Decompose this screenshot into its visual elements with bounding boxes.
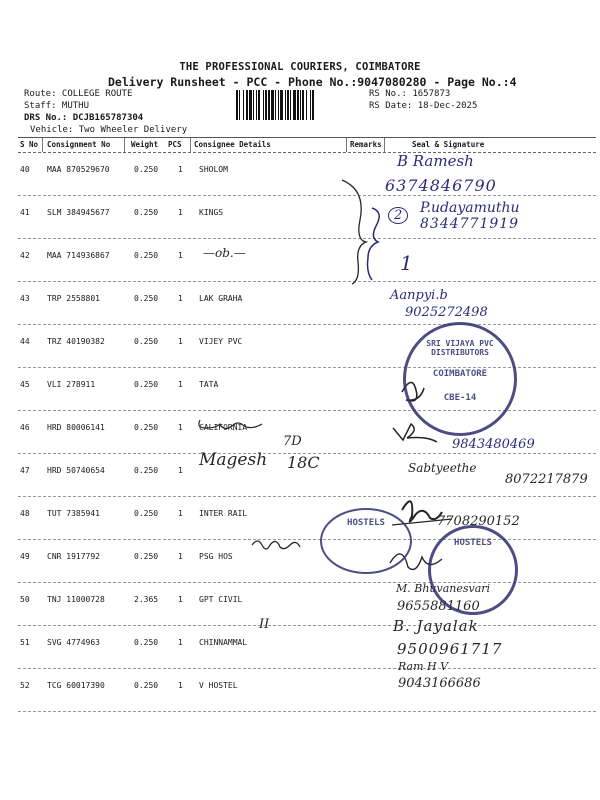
handwritten-phone: 6374846790 [385,176,497,195]
cell-consignee: GPT CIVIL [199,595,243,604]
cell-consignee: KINGS [199,208,224,217]
handwritten-name: B. Jayalak [393,617,479,635]
cell-sno: 40 [20,165,30,174]
cell-pcs: 1 [178,595,183,604]
handwritten-name: Aanpyi.b [390,288,448,303]
cell-sno: 48 [20,509,30,518]
cell-consignee: CALIFORNIA [199,423,248,432]
cell-consignee: CHINNAMMAL [199,638,248,647]
cell-consignment: HRD 50740654 [47,466,105,475]
cell-consignment: MAA 714936867 [47,251,110,260]
cell-consignment: TUT 7385941 [47,509,100,518]
cell-pcs: 1 [178,380,183,389]
cell-consignment: TCG 60017390 [47,681,105,690]
col-weight: Weight [131,140,159,149]
cell-weight: 2.365 [134,595,159,604]
handwritten-mark: 2 [388,207,408,224]
seal-text: HOSTELS [347,518,385,528]
col-consignment: Consignment No [47,140,111,149]
cell-pcs: 1 [178,509,183,518]
cell-weight: 0.250 [134,165,159,174]
company-seal [403,322,517,436]
col-seal: Seal & Signature [412,140,485,149]
cell-weight: 0.250 [134,509,159,518]
handwritten-room: 7D [283,434,302,449]
cell-consignment: MAA 870529670 [47,165,110,174]
handwritten-phone: 9500961717 [397,640,503,658]
handwritten-name: P.udayamuthu [420,200,520,216]
cell-consignee: PSG HOS [199,552,233,561]
cell-sno: 43 [20,294,30,303]
cell-weight: 0.250 [134,552,159,561]
cell-consignment: SVG 4774963 [47,638,100,647]
cell-sno: 51 [20,638,30,647]
cell-sno: 47 [20,466,30,475]
cell-weight: 0.250 [134,251,159,260]
hostel-seal [428,525,518,615]
drs-number: DRS No.: DCJB165787304 [24,113,144,123]
cell-consignment: SLM 384945677 [47,208,110,217]
handwritten-mark: II [259,617,270,632]
handwritten-name: Sabtyeethe [408,461,477,475]
cell-consignee: SHOLOM [199,165,228,174]
cell-consignment: VLI 278911 [47,380,96,389]
cell-consignee: VIJEY PVC [199,337,243,346]
handwritten-phone: 8072217879 [505,472,588,487]
handwritten-phone: 9655881160 [397,599,480,614]
cell-sno: 44 [20,337,30,346]
cell-weight: 0.250 [134,423,159,432]
cell-pcs: 1 [178,165,183,174]
company-title: THE PROFESSIONAL COURIERS, COIMBATORE [179,61,421,73]
seal-text: SRI VIJAYA PVC DISTRIBUTORS [426,339,494,357]
handwritten-phone: 9043166686 [398,676,481,691]
cell-sno: 46 [20,423,30,432]
rs-number: RS No.: 1657873 [369,89,451,99]
cell-consignee: V HOSTEL [199,681,238,690]
cell-consignment: TNJ 11000728 [47,595,105,604]
runsheet-subtitle: Delivery Runsheet - PCC - Phone No.:9047080280 - Page No.:4 [108,75,517,89]
handwritten-mark: 1 [400,251,413,275]
handwritten-name: B Ramesh [397,152,474,170]
cell-pcs: 1 [178,466,183,475]
cell-weight: 0.250 [134,337,159,346]
seal-code: CBE-14 [443,393,477,403]
cell-pcs: 1 [178,681,183,690]
cell-pcs: 1 [178,294,183,303]
cell-consignment: TRP 2558801 [47,294,100,303]
handwritten-room: 18C [287,453,320,472]
route-label: Route: COLLEGE ROUTE [24,89,133,99]
cell-pcs: 1 [178,423,183,432]
cell-pcs: 1 [178,638,183,647]
cell-consignment: HRD 80006141 [47,423,105,432]
cell-sno: 42 [20,251,30,260]
cell-weight: 0.250 [134,681,159,690]
cell-consignment: TRZ 40190382 [47,337,105,346]
handwritten-name: M. Bhuvanesvari [396,582,491,595]
seal-city: COIMBATORE [432,369,488,379]
cell-sno: 49 [20,552,30,561]
col-remarks: Remarks [350,140,382,149]
handwritten-phone: 7708290152 [437,514,520,529]
col-consignee: Consignee Details [194,140,271,149]
cell-weight: 0.250 [134,208,159,217]
handwritten-name: Magesh [199,450,268,470]
hostel-seal [320,508,412,574]
cell-pcs: 1 [178,552,183,561]
handwritten-mark: —ob.— [203,246,246,260]
handwritten-name: Ram H V [398,660,449,673]
cell-sno: 52 [20,681,30,690]
cell-weight: 0.250 [134,380,159,389]
handwritten-phone: 8344771919 [420,216,520,232]
handwritten-phone: 9843480469 [452,437,535,452]
cell-consignee: LAK GRAHA [199,294,243,303]
col-pcs: PCS [168,140,182,149]
cell-consignment: CNR 1917792 [47,552,100,561]
cell-sno: 41 [20,208,30,217]
cell-consignee: TATA [199,380,219,389]
cell-weight: 0.250 [134,638,159,647]
seal-text: HOSTELS [454,538,492,548]
cell-sno: 45 [20,380,30,389]
cell-pcs: 1 [178,251,183,260]
rs-date: RS Date: 18-Dec-2025 [369,101,478,111]
cell-consignee: INTER RAIL [199,509,248,518]
cell-weight: 0.250 [134,294,159,303]
cell-weight: 0.250 [134,466,159,475]
col-sno: S No [20,140,39,149]
staff-label: Staff: MUTHU [24,101,90,111]
cell-pcs: 1 [178,208,183,217]
cell-sno: 50 [20,595,30,604]
vehicle-label: Vehicle: Two Wheeler Delivery [30,125,188,135]
cell-pcs: 1 [178,337,183,346]
handwritten-phone: 9025272498 [405,305,488,320]
